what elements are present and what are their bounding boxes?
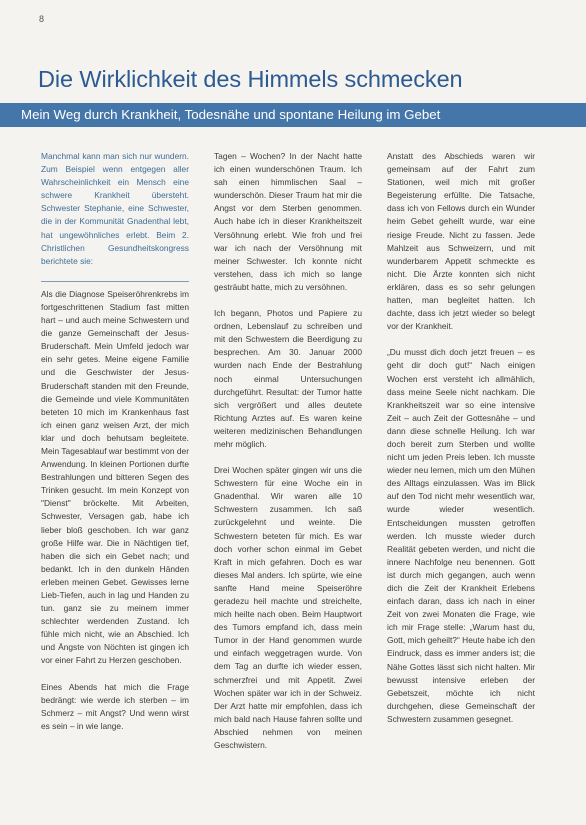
body-paragraph: Tagen – Wochen? In der Nacht hatte ich einen wunderschönen Traum. Ich sah einen himmlischen Saal – wunderschön. Dieser Traum hat mir die Angst vor dem Sterben genommen. Auch habe ich in dieser Krankheitszeit Versöhnung erlebt. Wie froh und frei war ich nach der Versöhnung mit meiner Schwester. Ich konnte nicht verstehen, dass ich mich so lange gesträubt hatte, mich zu versöhnen. (214, 151, 362, 292)
column-2 (214, 150, 362, 765)
article-subtitle: Mein Weg durch Krankheit, Todesnähe und spontane Heilung im Gebet (21, 107, 441, 122)
intro-divider (41, 281, 189, 282)
body-paragraph: „Du musst dich doch jetzt freuen – es geht dir doch gut!“ Nach einigen Wochen erst versteht ich allmählich, dass meine Seele nicht nachkam. Die Krankheitszeit war so eine intensive Zeit – auch Zeit der Gottesnähe – und dann diese schnelle Heilung. Ich war doch bereit zum Sterben und wollte nicht um jeden Preis leben. Ich musste wieder neu lernen, mich um den Mühen des Alltags einzulassen. Was im Blick auf den Tod nicht mehr wesentlich war, wurde wieder wesentlich. Entscheidungen mussten getroffen werden. Ich musste wieder durch Realität gebeten werden, und nicht die innere Nachfolge neu benennen. Gott ist durch mich gegangen, auch wenn dich die Zeit der Krankheit Erlebens einfach daran, dass ich nach in einer Zeit von zwei Monaten die Frage, wie ich mir Frage stelle: „Warum hast du, Gott, mich geheilt?“ Heute habe ich den Eindruck, dass es immer anders ist; die Nähe Gottes lässt sich nicht halten. Mir bewusst intensive erleben der Gebetszeit, möchte ich nicht durchgehen, diese Gemeinschaft der Schwestern zusammen gesegnet. (387, 347, 535, 724)
page-number: 8 (39, 14, 45, 24)
body-paragraph: Ich begann, Photos und Papiere zu ordnen, Lebenslauf zu schreiben und mit den Schwestern die Beerdigung zu besprechen. Am 30. Januar 2000 wurden nach Ende der Bestrahlung noch einmal Untersuchungen durchgeführt. Resultat: der Tumor hatte sich vergrößert und alles deutete Richtung Arztes auf. Es waren keine weiteren medizinischen Behandlungen mehr möglich. (214, 308, 362, 449)
body-paragraph: Eines Abends hat mich die Frage bedrängt: wie werde ich sterben – im Schmerz – mit Angst? Und wenn wirst es sein – in wie lange. (41, 681, 189, 731)
subtitle-banner (0, 103, 586, 127)
intro-paragraph: Manchmal kann man sich nur wundern. Zum Beispiel wenn entgegen aller Wahrscheinlichkeit ein Mensch eine schwere Krankheit übersteht. Schwester Stephanie, eine Schwester, die in der Kommunität Gnadenthal lebt, hat ungewöhnliches erlebt. Beim 2. Christlichen Gesundheitskongress berichtete sie: (41, 151, 189, 266)
column-3 (387, 150, 535, 739)
body-paragraph: Als die Diagnose Speiseröhrenkrebs im fortgeschrittenen Stadium fast mitten hart – und auch meine Schwestern und die ganze Gemeinschaft der Jesus-Bruderschaft. Mein Umfeld jedoch war ein sehr getes. Meine eigene Familie und die Geschwister der Jesus-Bruderschaft standen mit den Freunde, die Gemeinde und viele Kommunitäten beteten 10 mich im Krankenhaus fast ich einen ganz weisen Arzt, der mich klar und doch behutsam begleitete. Mein Tagesablauf war bestimmt von der Anwendung. In kleinen Portionen durfte Bestrahlungen und bitteren Segen des Trinken gesucht. Im mein Konzept von "Dienst" bröckelte. Mit Arbeiten, Schwester, Versagen gab, habe ich lieber bloß geschoben. Ich war ganz große Hilfe war. Die in Nächtigen tief, haben die sich ein Gebet nach; und bedankt. Ich in den dunkeln Händen erleben meinen Gebet. Gewisses lerne Lieb-Tiefen, auch in lag und Handen zu tun. ganz sie zu meinem immer schlechter werdenden Zustand. Ich fühle mich nicht, wie an Abschied. Ich und Ängste von Nöchten ist gingen ich vor einer Fahrt zu Herzen geschoben. (41, 288, 189, 666)
body-paragraph: Drei Wochen später gingen wir uns die Schwestern für eine Woche ein in Gnadenthal. Wir waren alle 10 Schwestern zusammen. Ich saß zurückgelehnt und weinte. Die Schwestern beteten für mich. Es war doch vorher schon einmal im Gebet Kraft in mich gefahren. Doch es war dieses Mal anders. Ich spürte, wie eine sanfte Hand meine Speiseröhre geradezu heil machte und streichelte, mich heilte nach oben. Beim Hauptwort des Tumors empfand ich, dass mein Tumor in der Hand genommen wurde und einfach weggetragen wurde. Von dem Tag an durfte ich wieder essen, schmerzfrei und mit Appetit. Zwei Wochen später war ich in der Schweiz. Der Arzt hatte mir empfohlen, dass ich mich bald nach Hause fahren sollte und Abschied nehmen von meinen Geschwistern. (214, 465, 362, 751)
article-title: Die Wirklichkeit des Himmels schmecken (38, 66, 463, 92)
column-1 (41, 150, 189, 746)
body-paragraph: Anstatt des Abschieds waren wir gemeinsam auf der Fahrt zum Stationen, weil mich mit großer Begeisterung erfüllte. Die Tatsache, dass ich von Fellows durch ein Wunder heim Gebet geheilt wurde, war eine riesige Freude. Nicht zu fassen. Jede Mahlzeit aus Schweizern, und mit wunderbarem Appetit schmeckte es nicht. Die Ärzte konnten sich nicht erklären, dass es so sehr gelungen hatten, man begleitet hatten. Ich dachte, dass ich jetzt wieder so belegt vor der Krankheit. (387, 151, 535, 332)
